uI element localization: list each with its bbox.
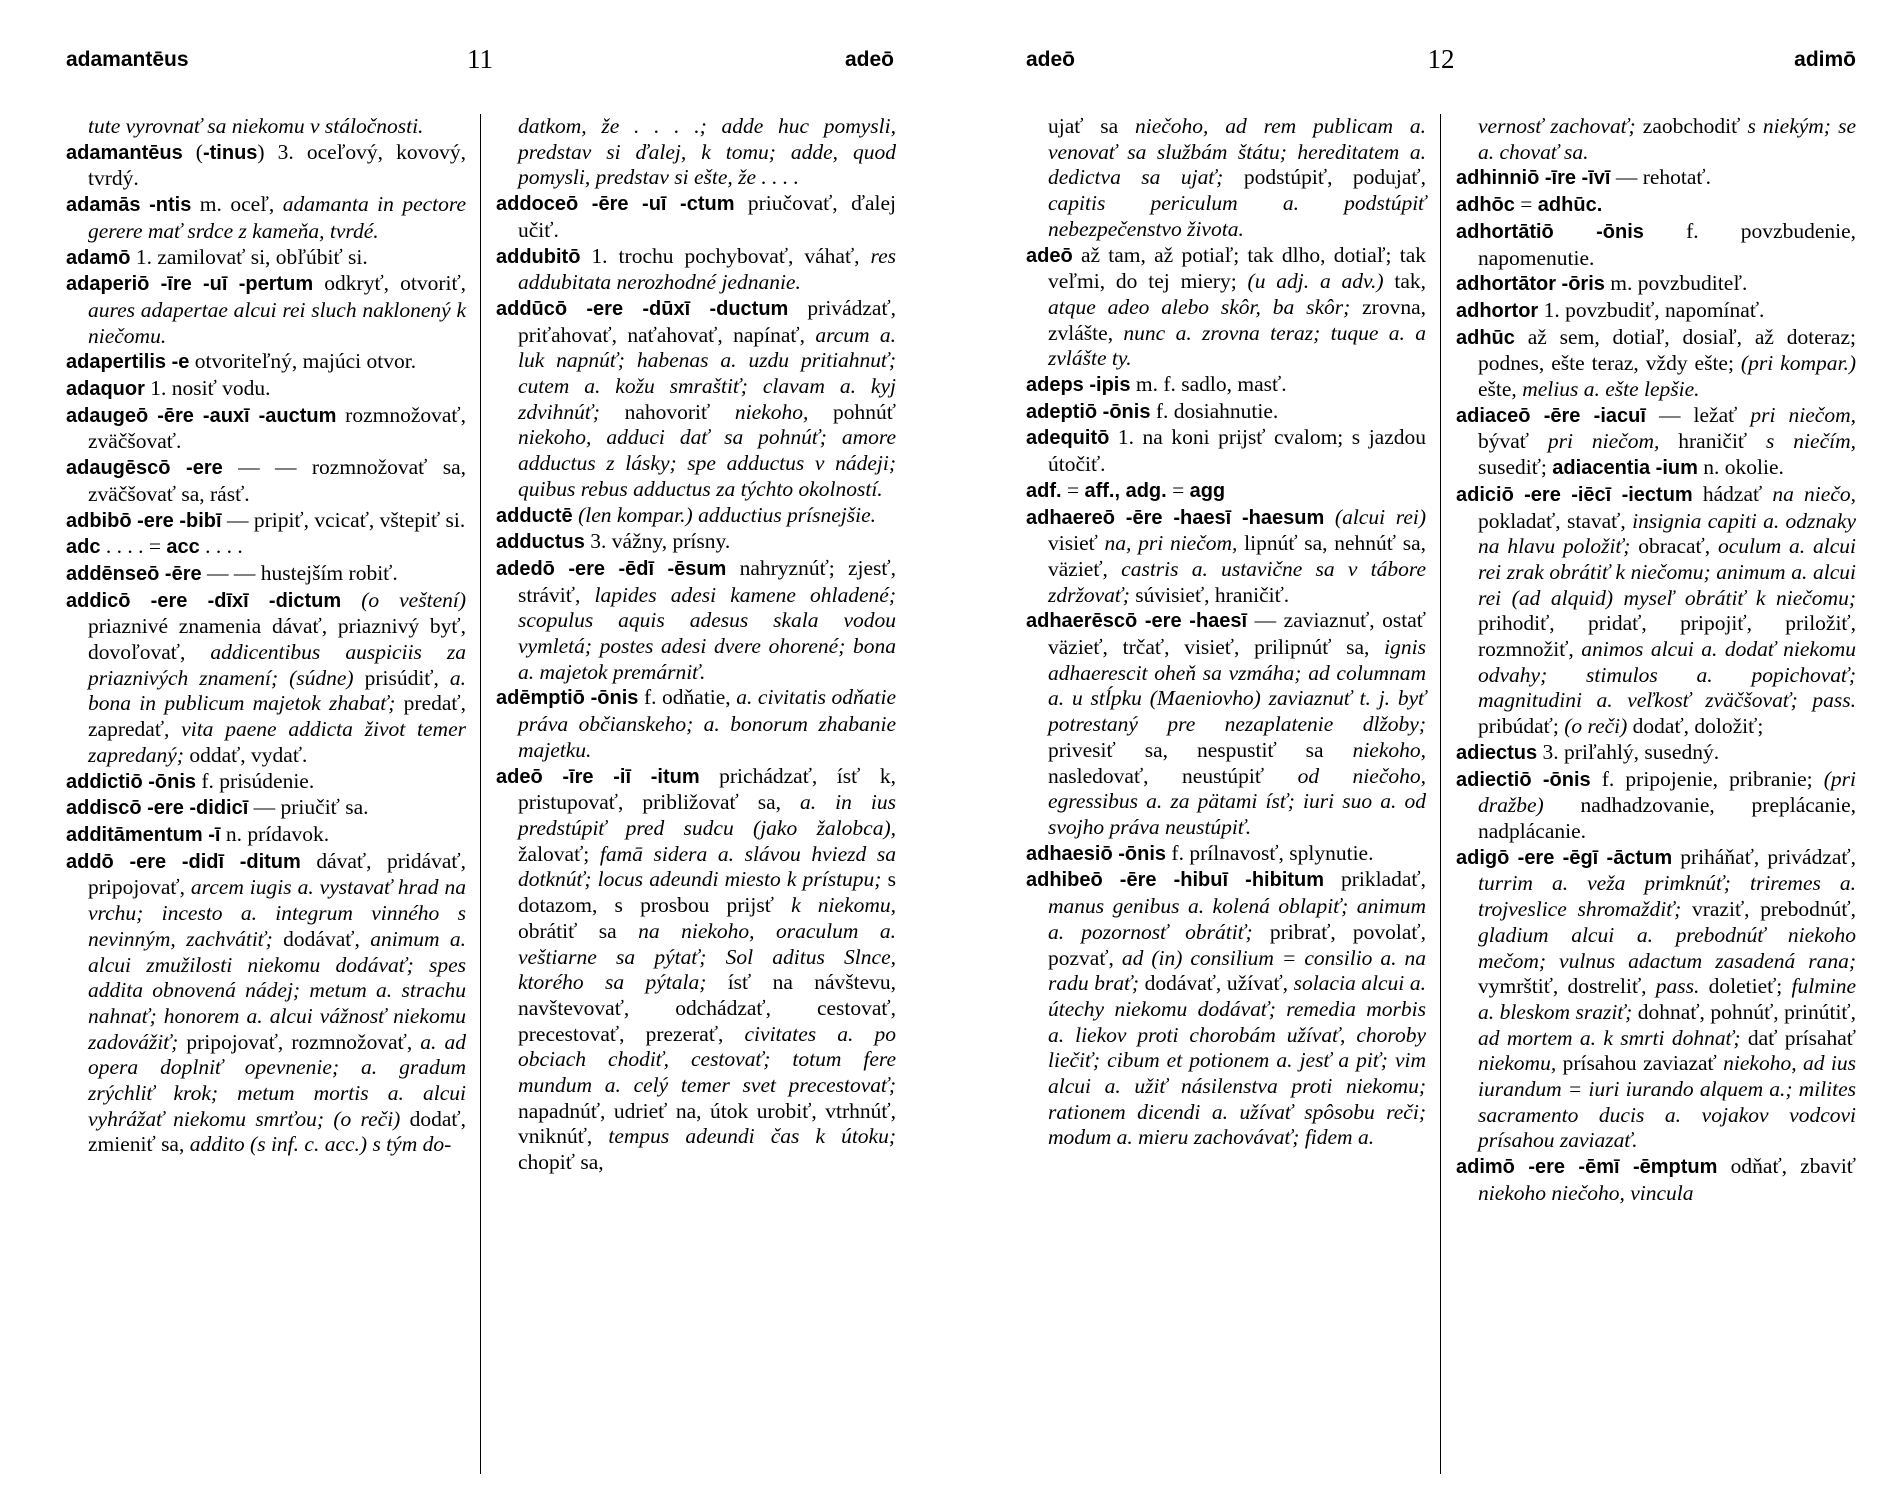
latin-phrase: (pri dražbe) (1478, 766, 1857, 818)
definition-text: vymrštiť, dostreliť, (1478, 974, 1656, 999)
header-guide-word-left: adeō (1026, 48, 1076, 71)
dictionary-entry (1456, 271, 1856, 298)
definition-text: hádzať (1692, 481, 1773, 506)
text-column-right (496, 114, 896, 1176)
definition-text: napadnúť, udrieť na, útok urobiť, vtrhnúť, vniknúť, (518, 1098, 896, 1149)
latin-phrase: res addubitata nerozhodné jednanie. (518, 243, 896, 295)
definition-text: susediť; (1478, 455, 1553, 480)
latin-phrase: tute vyrovnať sa niekomu v stáločnosti. (88, 114, 424, 138)
definition-text: . . . . (199, 534, 243, 559)
latin-phrase: a. ad opera doplniť opevnenie; a. gradum zrýchliť krok; metum mortis a. alcui vyhrážať niekomu smrťou; (o reči) (88, 1029, 466, 1131)
headword: addoceō -ēre -uī -ctum (496, 193, 735, 216)
definition-text: m. f. sadlo, masť. (1130, 372, 1287, 397)
headword: adiciō -ere -iēcī -iectum (1456, 483, 1693, 506)
definition-text: prisúdiť, (353, 665, 450, 690)
latin-phrase: na niečo, (1772, 481, 1856, 506)
headword: adequitō (1026, 427, 1110, 450)
headword: adeō (1026, 244, 1073, 267)
definition-text: f. pripojenie, pribranie; (1590, 766, 1824, 791)
text-column-left (1026, 114, 1426, 1151)
page-12 (1026, 0, 1856, 1500)
definition-text: prihodiť, pridať, pripojiť, priložiť, rozmnožiť, (1478, 611, 1856, 662)
dictionary-entry (1026, 608, 1426, 840)
dictionary-entry (1026, 399, 1426, 426)
headword: adapertilis -e (66, 351, 190, 374)
definition-text: privesiť sa, nespustiť sa (1048, 737, 1353, 762)
latin-phrase: datkom, že . . . .; adde huc pomysli, predstav si ďalej, k tomu; adde, quod pomysli, predstav si ešte, že . . . . (518, 114, 896, 190)
definition-text: dodať, zmieniť sa, (88, 1106, 466, 1157)
definition-text: priučovať, ďalej učiť. (518, 191, 896, 242)
dictionary-entry (1456, 482, 1856, 740)
definition-text: pribrať, povolať, pozvať, (1048, 919, 1426, 970)
definition-text (1324, 505, 1335, 529)
dictionary-entry (66, 349, 466, 376)
headword: adductē (496, 504, 573, 527)
latin-phrase: turrim a. veža primknúť; triremes a. trojveslice shromaždiť; (1478, 871, 1856, 922)
headword: adiacentia -ium (1552, 457, 1698, 480)
definition-text: pokladať, stavať, (1478, 508, 1633, 533)
dictionary-entry (1456, 325, 1856, 403)
definition-text: chopiť sa, (518, 1150, 604, 1175)
latin-phrase: animum a. alcui zmužilosti niekomu dodávať; spes addita obnovená nádej; metum a. strachu nahnať; honorem a. alcui vážnosť niekomu zadovážiť; (88, 926, 466, 1054)
header-guide-word-right: adimō (1794, 48, 1856, 71)
latin-phrase: aures adapertae alcui rei sluch naklonený k niečomu. (88, 297, 466, 348)
headword: adeō -īre -iī -itum (496, 765, 700, 788)
dictionary-entry (66, 795, 466, 822)
definition-text: predať, zapredať, (88, 691, 466, 742)
headword: agg (1189, 479, 1226, 502)
dictionary-entry (66, 140, 466, 192)
headword: adbibō -ere -bibī (66, 509, 222, 532)
dictionary-entry (1456, 219, 1856, 271)
page-number: 12 (1427, 44, 1455, 74)
latin-phrase: manus genibus a. kolená oblapiť; animum a. pozornosť obrátiť; (1048, 894, 1426, 944)
definition-text: — rehotať. (1610, 165, 1711, 190)
headword: adaugeō -ēre -auxī -auctum (66, 404, 337, 427)
headword: adamās -ntis (66, 194, 192, 217)
latin-phrase: (o reči) (1564, 714, 1628, 739)
page-11 (66, 0, 897, 1500)
definition-text: tak, (1383, 269, 1426, 294)
definition-text: priaznivé znamenia dávať, priaznivý byť, dovoľovať, (88, 614, 466, 665)
definition-text: nasledovať, neustúpiť (1048, 763, 1298, 788)
dictionary-entry (66, 769, 466, 796)
latin-phrase: famā sidera a. slávou hviezd sa dotknúť; locus adeundi miesto k prístupu; (518, 841, 896, 892)
latin-phrase: niečoho, ad rem publicam a. venovať sa službám štátu; hereditatem a. dedictva sa ujať; (1048, 114, 1426, 190)
latin-phrase: ignis adhaerescit oheň sa vzmáha; ad columnam a. u stĺpku (Maeniovho) zaviaznuť t. j. byť potrestaný pre nezaplatenie dlžoby; (1048, 635, 1426, 737)
dictionary-entry (1456, 740, 1856, 767)
latin-phrase: pri niečom, (1547, 429, 1660, 454)
headword: adhūc. (1537, 194, 1603, 217)
dictionary-entry (1456, 192, 1856, 219)
definition-text: súvisieť, hraničiť. (1129, 582, 1290, 607)
dictionary-entry (66, 534, 466, 561)
dictionary-entry (66, 822, 466, 849)
latin-phrase: gladium alcui a. prebodnúť niekoho mečom; vulnus adactum zasadená rana; (1478, 922, 1856, 973)
latin-phrase: niekoho, (734, 399, 809, 424)
latin-phrase: k niekomu, (791, 893, 896, 918)
latin-phrase: (alcui rei) (1334, 504, 1426, 529)
definition-text: = (1061, 477, 1085, 502)
definition-text: — ležať (1645, 402, 1751, 427)
headword: adaugēscō -ere (66, 457, 223, 480)
headword: adhortātiō -ōnis (1456, 220, 1644, 243)
headword: adaquor (66, 378, 145, 401)
headword: adhortātor -ōris (1456, 273, 1605, 296)
latin-phrase: capitis periculum a. podstúpiť nebezpečenstvo života. (1048, 191, 1426, 241)
headword: addō -ere -didī -ditum (66, 850, 301, 873)
definition-text: doletieť; (1699, 974, 1792, 999)
dictionary-entry (66, 561, 466, 588)
headword: adeps -ipis (1026, 374, 1131, 397)
headword: adhaereō -ēre -haesī -haesum (1026, 506, 1325, 529)
latin-phrase: s niečím, (1766, 429, 1856, 454)
text-column-left (66, 114, 466, 1158)
latin-phrase: niekoho, (1352, 737, 1426, 762)
definition-text: f. prílnavosť, splynutie. (1166, 840, 1374, 865)
headword: adhortor (1456, 299, 1539, 322)
definition-text: — zaviaznuť, ostať väzieť, trčať, visieť, prilipnúť sa, (1048, 608, 1426, 660)
headword: adamō (66, 246, 131, 269)
latin-phrase: arcum a. luk napnúť; habenas a. uzdu pritiahnuť; cutem a. kožu smraštiť; clavam a. kyj zdvihnúť; (518, 322, 897, 424)
latin-phrase: (pri kompar.) (1740, 351, 1856, 376)
definition-text: 1. zamilovať si, obľúbiť si. (130, 244, 368, 269)
headword: adhaerēscō -ere -haesī (1026, 610, 1248, 633)
dictionary-entry (1456, 845, 1856, 1154)
latin-phrase: castris a. ustavične sa v tábore zdržovať; (1048, 556, 1426, 607)
headword: adhibeō -ēre -hibuī -hibitum (1026, 869, 1325, 892)
dictionary-entry (1456, 298, 1856, 325)
definition-text: n. okolie. (1697, 455, 1784, 480)
definition-text: = (1514, 192, 1538, 217)
headword: adiaceō -ēre -iacuī (1456, 404, 1646, 427)
definition-text: dodávať, (272, 926, 371, 951)
definition-text: priháňať, privádzať, (1672, 844, 1856, 869)
definition-text: — — rozmnožovať sa, zväčšovať sa, rásť. (88, 455, 467, 506)
definition-text: hraničiť (1659, 429, 1767, 454)
latin-phrase: animos alcui a. dodať niekomu odvahy; stimulos a. popichovať; magnitudini a. veľkosť zväčšovať; pass. (1478, 637, 1856, 713)
definition-text: ujať sa (1048, 114, 1135, 138)
headword: adiectiō -ōnis (1456, 768, 1591, 791)
definition-text: privádzať, priťahovať, naťahovať, napínať, (518, 295, 897, 347)
dictionary-entry (1456, 403, 1856, 482)
latin-phrase: pri niečom, (1750, 402, 1856, 427)
headword: additāmentum -ī (66, 823, 221, 846)
definition-text: lipnúť sa, nehnúť sa, väzieť, (1048, 531, 1427, 581)
headword: adaperiō -īre -uī -pertum (66, 273, 314, 296)
dictionary-entry (496, 529, 896, 556)
column-rule (480, 114, 481, 1474)
dictionary-entry (66, 245, 466, 272)
latin-phrase: na, pri niečom, (1104, 531, 1238, 556)
dictionary-entry (66, 271, 466, 349)
definition-text: f. dosiahnutie. (1150, 398, 1279, 423)
dictionary-entry (1026, 867, 1426, 1151)
definition-text: žalovať; (518, 841, 600, 866)
entry-continuation (496, 114, 896, 191)
headword: adeptiō -ōnis (1026, 400, 1151, 423)
header-guide-word-right: adeō (844, 48, 894, 71)
dictionary-entry (66, 455, 466, 507)
latin-phrase: atque adeo alebo skôr, ba skôr; (1048, 294, 1351, 319)
dictionary-entry (1026, 243, 1426, 373)
headword: adēmptiō -ōnis (496, 687, 639, 710)
definition-text: ešte, (1478, 377, 1523, 402)
definition-text: pribúdať; (1478, 714, 1565, 739)
definition-text: podstúpiť, podujať, (1223, 165, 1426, 190)
text-column-right (1456, 114, 1856, 1207)
headword: addūcō -ere -dūxī -ductum (496, 297, 789, 320)
definition-text: prísahou zaviazať (1556, 1051, 1724, 1076)
dictionary-entry (66, 403, 466, 455)
latin-phrase: niekoho niečoho, vincula (1478, 1180, 1694, 1205)
definition-text: odkryť, otvoriť, (313, 271, 467, 296)
headword: adimō -ere -ēmī -ēmptum (1456, 1156, 1718, 1179)
dictionary-entry (66, 508, 466, 535)
entry-continuation (66, 114, 466, 140)
latin-phrase: nunc a. zrovna teraz; tuque a. a zvlášte ty. (1048, 320, 1426, 371)
headword: addicō -ere -dīxī -dictum (66, 589, 342, 612)
definition-text: 1. nosiť vodu. (144, 376, 271, 401)
dictionary-entry (496, 764, 896, 1176)
definition-text: prikladať, (1324, 867, 1426, 892)
definition-text: obracať, (1630, 534, 1718, 559)
latin-phrase: na niekoho, oraculum a. veštiarne sa pýtať; Sol aditus Slnce, ktorého sa pýtala; (518, 918, 897, 995)
headword: adhūc (1456, 326, 1515, 349)
definition-text: dohnať, pohnúť, prinútiť, (1632, 999, 1856, 1024)
definition-text: dať prísahať (1740, 1025, 1856, 1050)
headword: aff., adg. (1084, 479, 1167, 502)
headword: adedō -ere -ēdī -ēsum (496, 557, 727, 580)
definition-text: bývať (1478, 429, 1548, 454)
page-header (66, 44, 894, 84)
headword: adductus (496, 531, 585, 554)
definition-text: 1. trochu pochybovať, váhať, (580, 243, 871, 268)
latin-phrase: a. bona in publicum majetok zhabať; (88, 665, 466, 716)
latin-phrase: addicentibus auspiciis za priaznivých znamení; (súdne) (88, 640, 467, 690)
definition-text: oddať, vydať. (183, 742, 308, 767)
latin-phrase: melius a. ešte lepšie. (1522, 377, 1700, 402)
definition-text: visieť (1048, 531, 1105, 556)
definition-text: — — hustejším robiť. (201, 560, 398, 585)
dictionary-entry (66, 849, 466, 1158)
headword: adigō -ere -ēgī -āctum (1456, 846, 1673, 869)
definition-text: až sem, dotiaľ, dosiaľ, až doteraz; podnes, ešte teraz, vždy ešte; (1478, 324, 1856, 376)
definition-text: nadhadzovanie, preplácanie, nadplácanie. (1478, 793, 1856, 843)
latin-phrase: od niečoho, egressibus a. za pätami ísť; iuri suo a. od svojho práva neustúpiť. (1048, 763, 1426, 839)
dictionary-entry (496, 685, 896, 763)
latin-phrase: vita paene addicta život temer zapredaný; (88, 717, 466, 767)
definition-text: pohnúť (808, 399, 896, 424)
dictionary-entry (66, 588, 466, 769)
definition-text: nahovoriť (599, 399, 735, 424)
definition-text: až tam, až potiaľ; tak dlho, dotiaľ; tak veľmi, do tej miery; (1048, 242, 1426, 294)
headword: acc (166, 536, 200, 559)
definition-text: f. prisúdenie. (196, 768, 315, 793)
dictionary-entry (1026, 478, 1426, 505)
headword: adhōc (1456, 194, 1515, 217)
definition-text: — priučiť sa. (248, 795, 369, 820)
definition-text: f. odňatie, (638, 685, 737, 710)
dictionary-entry (1456, 165, 1856, 192)
headword: addictiō -ōnis (66, 770, 196, 793)
headword: adc (66, 536, 101, 559)
dictionary-entry (1026, 425, 1426, 477)
definition-text: zrovna, zvlášte, (1048, 294, 1427, 345)
latin-phrase: niekoho, adduci dať sa pohnúť; amore adductus z lásky; spe adductus v nádeji; quibus rebus adductus za týchto okolností. (518, 425, 896, 501)
definition-text: m. povzbuditeľ. (1604, 271, 1748, 296)
headword: adhaesiō -ōnis (1026, 842, 1167, 865)
latin-phrase: fulmine a. bleskom sraziť; (1478, 974, 1856, 1024)
headword: adf. (1026, 479, 1062, 502)
latin-phrase: s niekým; se a. chovať sa. (1478, 114, 1856, 164)
definition-text: prichádzať, ísť k, pristupovať, približovať sa, (518, 763, 896, 815)
dictionary-entry (496, 296, 896, 503)
definition-text: ) 3. oceľový, kovový, tvrdý. (88, 139, 466, 191)
latin-phrase: pass. (1655, 974, 1700, 999)
definition-text: vraziť, prebodnúť, (1681, 897, 1856, 922)
latin-phrase: civitates a. po obciach chodiť, cestovať; totum fere mundum a. celý temer svet precestovať; (518, 1021, 896, 1098)
dictionary-entry (1456, 1154, 1856, 1206)
headword: adamantēus (66, 141, 183, 164)
latin-phrase: insignia capiti a. odznaky na hlavu položiť; (1478, 508, 1857, 559)
entry-continuation (1026, 114, 1426, 243)
entry-continuation (1456, 114, 1856, 165)
headword: addiscō -ere -didicī (66, 797, 249, 820)
definition-text: zaobchodiť (1635, 114, 1748, 138)
latin-phrase: lapides adesi kamene ohladené; scopulus aquis adesus skala vodou vymletá; postes adesi dvere ohorené; bona a. majetok premárniť. (518, 582, 896, 684)
definition-text: odňať, zbaviť (1717, 1154, 1856, 1179)
headword: adiectus (1456, 741, 1538, 764)
headword: addēnseō -ēre (66, 562, 202, 585)
definition-text: dávať, pridávať, pripojovať, (88, 848, 466, 900)
latin-phrase: a. civitatis odňatie práva občianskeho; a. bonorum zhabanie majetku. (518, 685, 897, 762)
latin-phrase: vernosť zachovať; (1478, 114, 1636, 138)
definition-text: ísť na návštevu, navštevovať, odchádzať, cestovať, precestovať, prezerať, (518, 970, 896, 1046)
latin-phrase: tempus adeundi čas k útoku; (608, 1124, 896, 1149)
dictionary-entry (1026, 841, 1426, 868)
definition-text: m. oceľ, (191, 192, 283, 217)
definition-text: 1. povzbudiť, napomínať. (1538, 297, 1765, 322)
latin-phrase: arcem iugis a. vystavať hrad na vrchu; incesto a. integrum vinného s nevinným, zachvátiť; (88, 875, 466, 951)
definition-text: rozmnožovať, zväčšovať. (88, 402, 466, 454)
definition-text: 3. vážny, prísny. (584, 529, 731, 554)
headword: addubitō (496, 245, 581, 268)
dictionary-entry (496, 191, 896, 243)
definition-text: 3. priľahlý, susedný. (1537, 739, 1720, 764)
definition-text: dodávať, užívať, (1139, 971, 1294, 996)
dictionary-entry (496, 503, 896, 530)
latin-phrase: niekomu, (1478, 1051, 1557, 1076)
definition-text: s dotazom, s prosbou prijsť (518, 867, 896, 918)
dictionary-entry (1026, 372, 1426, 399)
dictionary-entry (496, 244, 896, 296)
headword: -tinus (202, 141, 258, 164)
latin-phrase: (u adj. a adv.) (1247, 269, 1384, 294)
definition-text: n. prídavok. (220, 821, 330, 846)
dictionary-entry (66, 192, 466, 244)
latin-phrase: a. in ius predstúpiť pred sudcu (jako žalobca), (518, 790, 896, 840)
definition-text: dodať, doložiť; (1627, 714, 1764, 739)
dictionary-entry (496, 556, 896, 686)
definition-text: — pripiť, vcicať, vštepiť si. (221, 507, 466, 532)
latin-phrase: (len kompar.) adductius prísnejšie. (578, 502, 877, 527)
latin-phrase: solacia alcui a. útechy niekomu dodávať; remedia morbis a. liekov proti chorobám užívať, choroby liečiť; cibum et potionem a. jesť a piť; vim alcui a. užiť násilenstva proti niekomu; rationem dicendi a. užívať spôsobu reči; modum a. mieru zachovávať; fidem a. (1048, 971, 1426, 1150)
definition-text: 1. na koni prijsť cvalom; s jazdou útočiť. (1048, 425, 1426, 477)
headword: adhinniō -īre -īvī (1456, 167, 1611, 190)
dictionary-entry (66, 376, 466, 403)
definition-text: f. povzbudenie, napomenutie. (1478, 218, 1857, 270)
dictionary-entry (1456, 767, 1856, 845)
definition-text: nahryznúť; zjesť, stráviť, (518, 555, 896, 607)
definition-text: otvoriteľný, majúci otvor. (189, 349, 417, 374)
column-rule (1440, 114, 1441, 1474)
definition-text: obrátiť sa (518, 918, 639, 943)
header-guide-word-left: adamantēus (66, 48, 189, 71)
definition-text (341, 588, 361, 612)
page-number: 11 (467, 44, 493, 74)
latin-phrase: addito (s inf. c. acc.) s tým do- (189, 1132, 452, 1157)
latin-phrase: oculum a. alcui rei zrak obrátiť k niečomu; animum a. alcui rei (ad alquid) myseľ obrátiť k niečomu; (1478, 534, 1856, 610)
latin-phrase: adamanta in pectore gerere mať srdce z kameňa, tvrdé. (88, 192, 466, 243)
definition-text: . . . . = (100, 534, 167, 559)
definition-text: pripojovať, rozmnožovať, (178, 1029, 421, 1054)
latin-phrase: (o veštení) (361, 587, 466, 612)
dictionary-entry (1026, 505, 1426, 609)
latin-phrase: niekoho, ad ius iurandum = iuri iurando alquem a.; milites sacramento ducis a. vojakov vodcovi prísahou zaviazať. (1478, 1051, 1856, 1153)
latin-phrase: ad (in) consilium = consilio a. na radu brať; (1048, 945, 1426, 996)
latin-phrase: ad mortem a. k smrti dohnať; (1478, 1025, 1741, 1050)
definition-text: = (1166, 477, 1190, 502)
definition-text: ( (182, 139, 203, 164)
page-header (1026, 44, 1856, 84)
